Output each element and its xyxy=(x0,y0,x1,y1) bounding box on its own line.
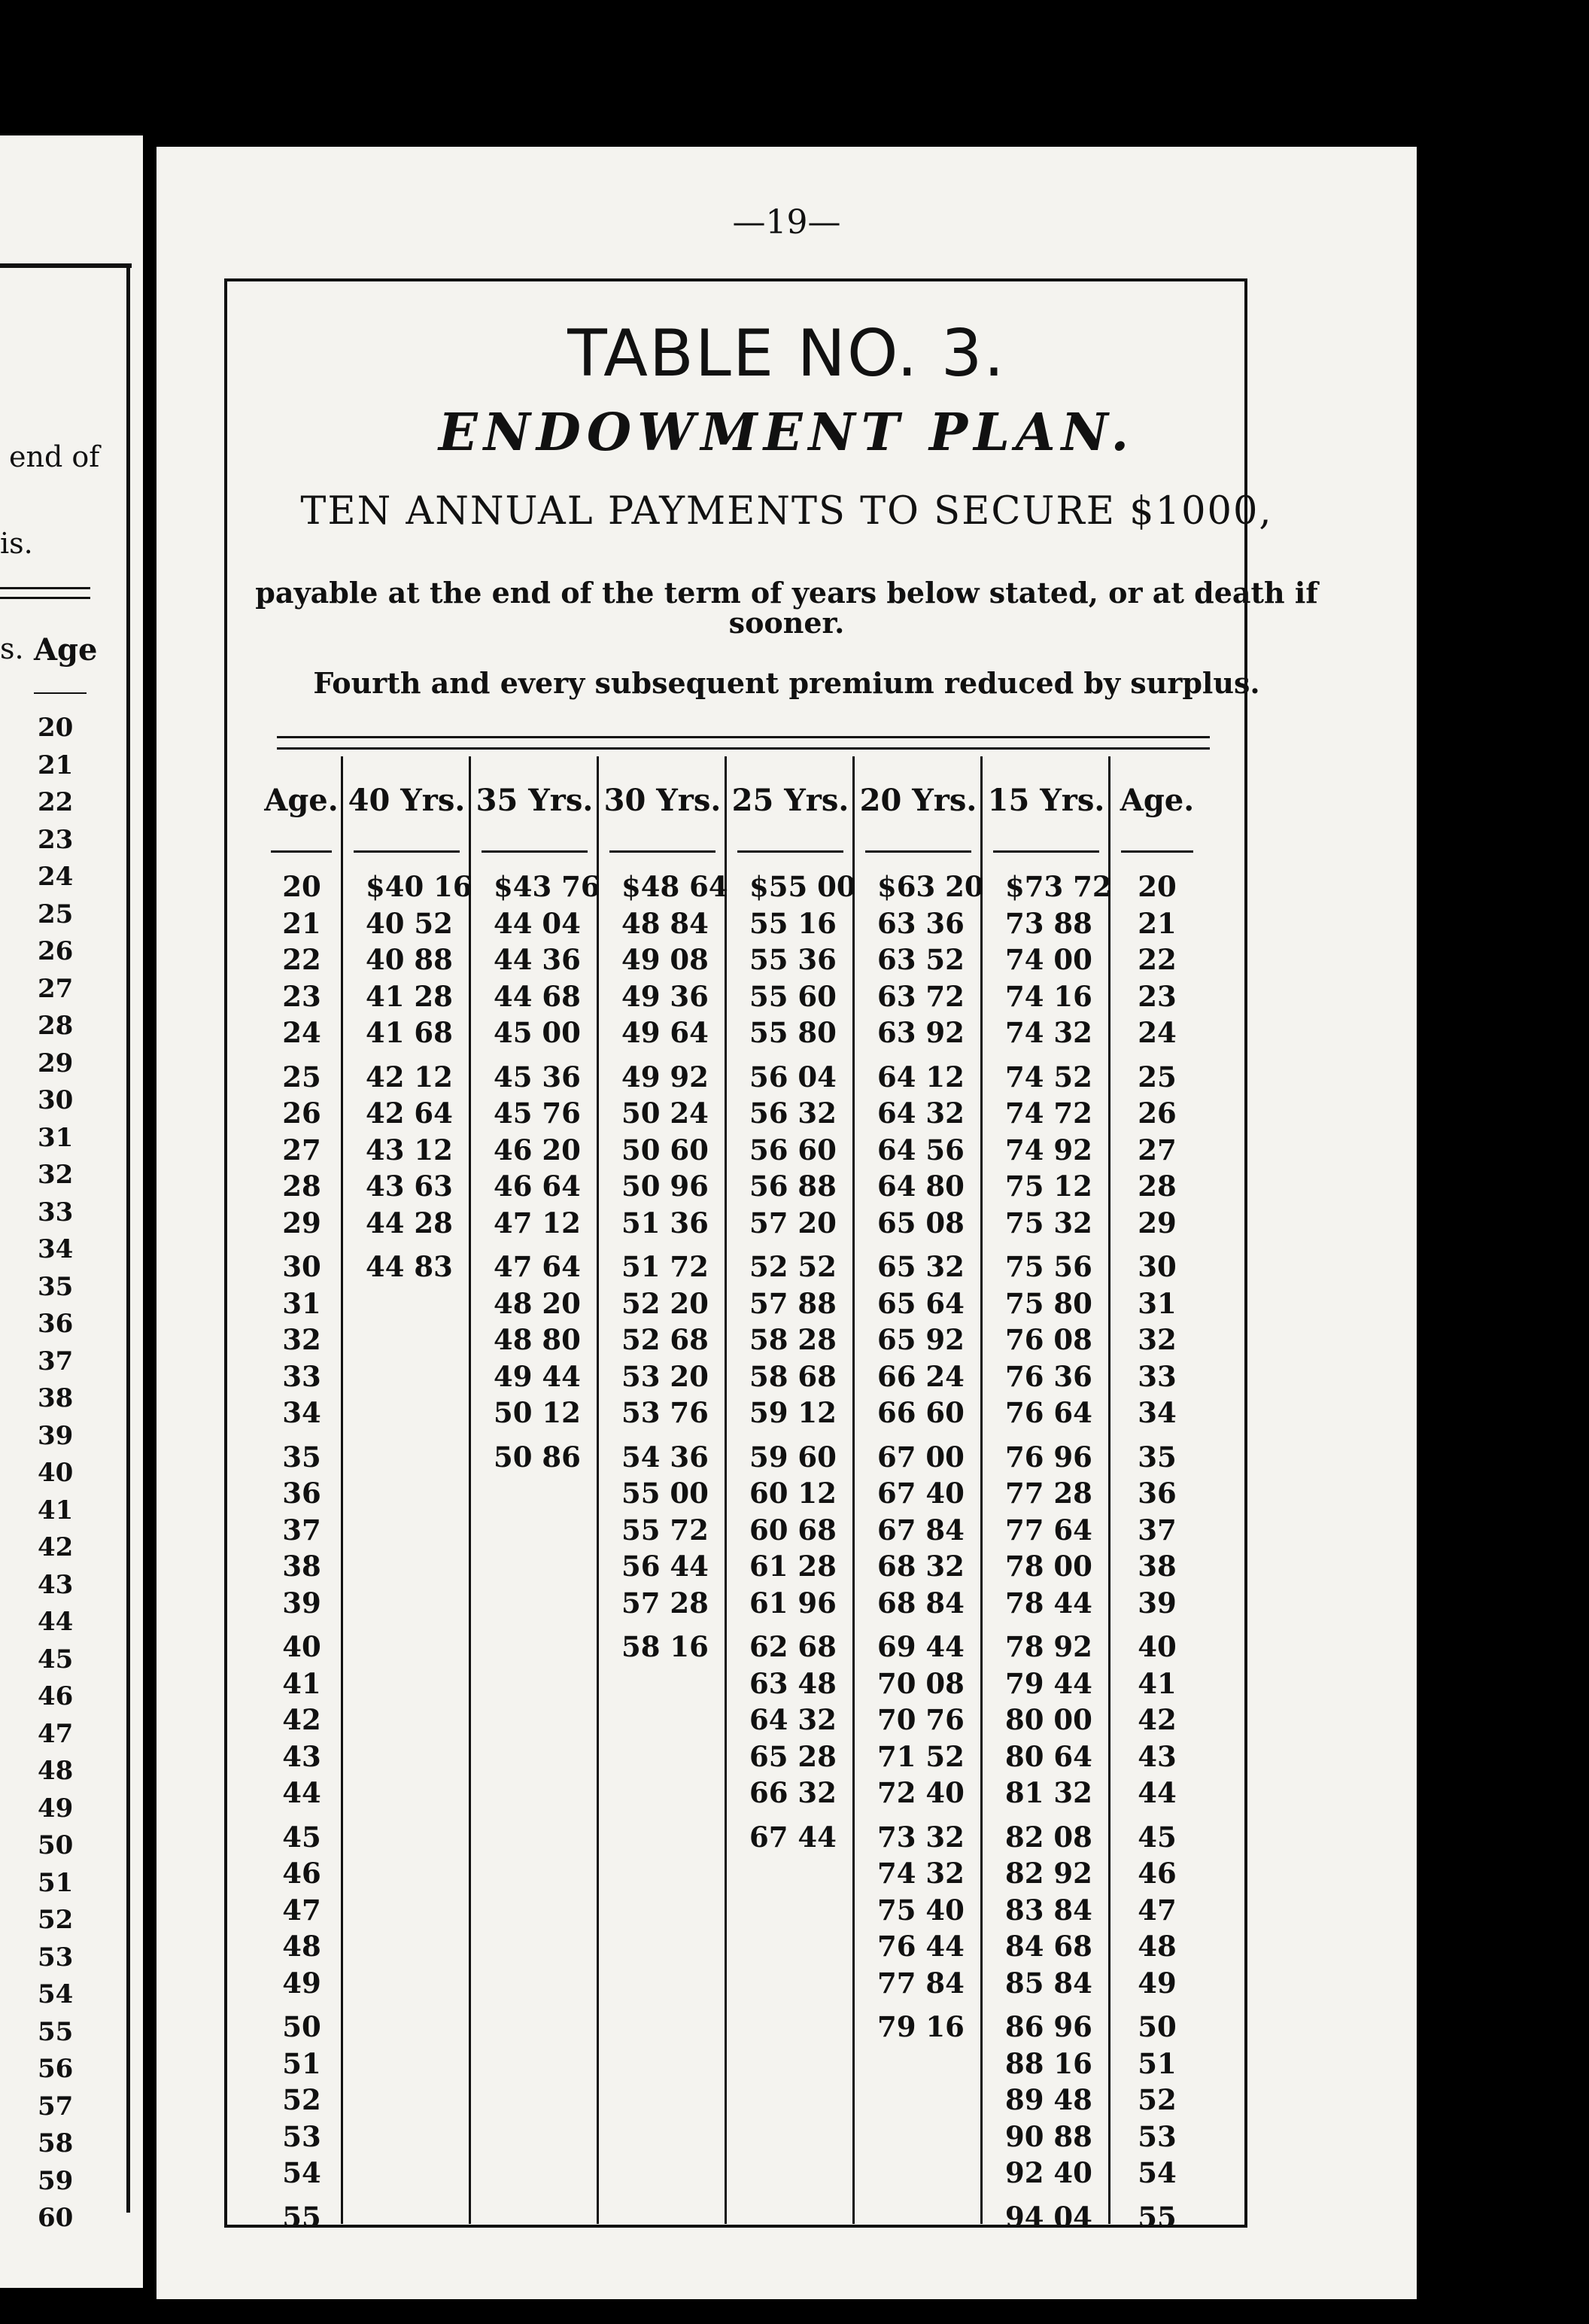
age-cell: 23 xyxy=(282,979,321,1013)
column-divider xyxy=(1108,756,1110,2224)
premium-cell: 88 16 xyxy=(1005,2046,1092,2080)
premium-cell: 74 16 xyxy=(1005,979,1092,1013)
facing-page-age: 25 xyxy=(38,899,74,929)
premium-cell: 42 12 xyxy=(366,1060,453,1094)
premium-cell: 52 52 xyxy=(749,1250,837,1283)
premium-cell: 65 64 xyxy=(877,1286,965,1320)
premium-cell: 48 80 xyxy=(494,1323,581,1356)
age-cell: 50 xyxy=(282,2010,321,2043)
age-cell: 48 xyxy=(282,1930,321,1963)
premium-cell: 60 12 xyxy=(749,1477,837,1510)
facing-page-age: 29 xyxy=(38,1048,74,1078)
table-note: Fourth and every subsequent premium reduced by surplus. xyxy=(313,666,1260,700)
facing-page-age: 50 xyxy=(38,1830,74,1860)
age-cell: 38 xyxy=(1138,1550,1177,1583)
facing-page-age: 21 xyxy=(38,750,74,780)
facing-page-age: 53 xyxy=(38,1942,74,1973)
facing-page-age: 42 xyxy=(38,1532,74,1562)
premium-cell: $73 72 xyxy=(1005,870,1112,903)
premium-cell: 44 28 xyxy=(366,1206,453,1240)
facing-page-age: 43 xyxy=(38,1569,74,1600)
age-cell: 53 xyxy=(282,2119,321,2153)
premium-cell: 86 96 xyxy=(1005,2010,1092,2043)
premium-cell: 63 52 xyxy=(877,943,965,976)
header-rule xyxy=(737,850,843,853)
premium-cell: 54 36 xyxy=(621,1440,709,1474)
age-cell: 26 xyxy=(282,1097,321,1130)
premium-cell: 58 16 xyxy=(621,1630,709,1663)
premium-cell: 64 80 xyxy=(877,1170,965,1203)
age-cell: 20 xyxy=(1138,870,1177,903)
premium-cell: 41 68 xyxy=(366,1016,453,1049)
age-cell: 44 xyxy=(1138,1776,1177,1809)
premium-cell: 46 20 xyxy=(494,1133,581,1167)
premium-cell: 44 04 xyxy=(494,906,581,940)
premium-cell: 66 24 xyxy=(877,1359,965,1393)
premium-cell: $43 76 xyxy=(494,870,600,903)
premium-cell: 63 92 xyxy=(877,1016,965,1049)
age-cell: 40 xyxy=(1138,1630,1177,1663)
header-rule xyxy=(271,850,332,853)
column-divider xyxy=(597,756,599,2224)
premium-cell: 55 00 xyxy=(621,1477,709,1510)
premium-cell: 61 96 xyxy=(749,1586,837,1620)
age-cell: 51 xyxy=(282,2046,321,2080)
facing-page-age: 46 xyxy=(38,1681,74,1711)
age-cell: 27 xyxy=(1138,1133,1177,1167)
premium-cell: 68 32 xyxy=(877,1550,965,1583)
premium-cell: 64 32 xyxy=(749,1703,837,1736)
age-cell: 51 xyxy=(1138,2046,1177,2080)
premium-cell: 82 08 xyxy=(1005,1820,1092,1854)
premium-cell: 71 52 xyxy=(877,1739,965,1773)
age-cell: 41 xyxy=(1138,1666,1177,1700)
column-header: 25 Yrs. xyxy=(731,783,849,818)
age-cell: 21 xyxy=(282,906,321,940)
premium-cell: 57 20 xyxy=(749,1206,837,1240)
age-cell: 24 xyxy=(282,1016,321,1049)
facing-page-age: 58 xyxy=(38,2128,74,2158)
age-cell: 32 xyxy=(282,1323,321,1356)
age-cell: 34 xyxy=(1138,1396,1177,1429)
premium-cell: 76 44 xyxy=(877,1930,965,1963)
facing-page-age: 56 xyxy=(38,2054,74,2084)
age-cell: 47 xyxy=(1138,1893,1177,1927)
premium-cell: 57 28 xyxy=(621,1586,709,1620)
premium-cell: 55 60 xyxy=(749,979,837,1013)
age-cell: 32 xyxy=(1138,1323,1177,1356)
age-cell: 54 xyxy=(282,2156,321,2189)
premium-cell: 78 44 xyxy=(1005,1586,1092,1620)
age-cell: 33 xyxy=(1138,1359,1177,1393)
premium-cell: 50 96 xyxy=(621,1170,709,1203)
facing-page-fragment xyxy=(0,135,143,2288)
premium-cell: 48 84 xyxy=(621,906,709,940)
premium-cell: 79 44 xyxy=(1005,1666,1092,1700)
facing-page-top-rule xyxy=(0,263,132,268)
facing-page-age: 41 xyxy=(38,1495,74,1526)
facing-page-age: 40 xyxy=(38,1458,74,1488)
premium-cell: 94 04 xyxy=(1005,2200,1092,2234)
facing-page-age: 45 xyxy=(38,1644,74,1675)
age-cell: 41 xyxy=(282,1666,321,1700)
premium-cell: 59 60 xyxy=(749,1440,837,1474)
premium-cell: 66 60 xyxy=(877,1396,965,1429)
facing-page-text-fragment: s. xyxy=(0,632,24,665)
premium-cell: 89 48 xyxy=(1005,2083,1092,2116)
facing-page-age: 26 xyxy=(38,936,74,966)
facing-page-age: 55 xyxy=(38,2016,74,2047)
premium-cell: 73 88 xyxy=(1005,906,1092,940)
facing-page-age: 35 xyxy=(38,1271,74,1302)
age-cell: 26 xyxy=(1138,1097,1177,1130)
premium-cell: 79 16 xyxy=(877,2010,965,2043)
age-cell: 27 xyxy=(282,1133,321,1167)
premium-cell: 73 32 xyxy=(877,1820,965,1854)
premium-cell: $55 00 xyxy=(749,870,856,903)
premium-cell: 50 60 xyxy=(621,1133,709,1167)
table-double-rule xyxy=(277,736,1210,750)
premium-cell: 56 44 xyxy=(621,1550,709,1583)
age-cell: 55 xyxy=(282,2200,321,2234)
column-divider xyxy=(469,756,471,2224)
premium-cell: 47 12 xyxy=(494,1206,581,1240)
premium-cell: 75 32 xyxy=(1005,1206,1092,1240)
column-divider xyxy=(341,756,343,2224)
age-cell: 34 xyxy=(282,1396,321,1429)
age-cell: 31 xyxy=(1138,1286,1177,1320)
facing-page-age: 49 xyxy=(38,1793,74,1824)
age-cell: 45 xyxy=(1138,1820,1177,1854)
premium-cell: 58 28 xyxy=(749,1323,837,1356)
premium-cell: 49 92 xyxy=(621,1060,709,1094)
column-header: Age. xyxy=(1120,783,1195,818)
column-header: 35 Yrs. xyxy=(475,783,594,818)
premium-cell: 66 32 xyxy=(749,1776,837,1809)
premium-cell: 74 32 xyxy=(877,1857,965,1890)
premium-cell: 64 56 xyxy=(877,1133,965,1167)
age-cell: 36 xyxy=(282,1477,321,1510)
age-cell: 46 xyxy=(282,1857,321,1890)
premium-cell: 55 36 xyxy=(749,943,837,976)
premium-cell: 65 92 xyxy=(877,1323,965,1356)
age-cell: 46 xyxy=(1138,1857,1177,1890)
age-cell: 35 xyxy=(282,1440,321,1474)
facing-page-text-fragment: end of xyxy=(9,440,100,473)
premium-cell: 42 64 xyxy=(366,1097,453,1130)
age-cell: 49 xyxy=(1138,1966,1177,2000)
column-divider xyxy=(852,756,855,2224)
header-rule xyxy=(354,850,460,853)
column-header: Age. xyxy=(264,783,339,818)
premium-cell: 44 68 xyxy=(494,979,581,1013)
premium-cell: 45 00 xyxy=(494,1016,581,1049)
premium-cell: 44 36 xyxy=(494,943,581,976)
premium-cell: 56 04 xyxy=(749,1060,837,1094)
age-cell: 42 xyxy=(282,1703,321,1736)
age-cell: 38 xyxy=(282,1550,321,1583)
premium-cell: 72 40 xyxy=(877,1776,965,1809)
premium-cell: 56 32 xyxy=(749,1097,837,1130)
premium-cell: 46 64 xyxy=(494,1170,581,1203)
premium-cell: 53 20 xyxy=(621,1359,709,1393)
premium-cell: 74 00 xyxy=(1005,943,1092,976)
premium-cell: 84 68 xyxy=(1005,1930,1092,1963)
premium-cell: 59 12 xyxy=(749,1396,837,1429)
age-cell: 22 xyxy=(1138,943,1177,976)
facing-page-age: 31 xyxy=(38,1122,74,1153)
premium-cell: 50 24 xyxy=(621,1097,709,1130)
main-page xyxy=(156,147,1417,2299)
premium-cell: 67 44 xyxy=(749,1820,837,1854)
header-rule xyxy=(865,850,971,853)
premium-cell: 60 68 xyxy=(749,1513,837,1547)
premium-cell: 67 00 xyxy=(877,1440,965,1474)
premium-cell: 85 84 xyxy=(1005,1966,1092,2000)
premium-cell: 48 20 xyxy=(494,1286,581,1320)
age-cell: 43 xyxy=(282,1739,321,1773)
premium-cell: 64 12 xyxy=(877,1060,965,1094)
premium-cell: 76 08 xyxy=(1005,1323,1092,1356)
column-header: 20 Yrs. xyxy=(859,783,977,818)
premium-cell: 65 08 xyxy=(877,1206,965,1240)
header-rule xyxy=(993,850,1099,853)
premium-cell: 56 88 xyxy=(749,1170,837,1203)
age-cell: 47 xyxy=(282,1893,321,1927)
premium-cell: 74 32 xyxy=(1005,1016,1092,1049)
header-rule xyxy=(482,850,588,853)
premium-cell: 43 63 xyxy=(366,1170,453,1203)
facing-page-age-header: Age xyxy=(34,632,98,668)
facing-page-age: 32 xyxy=(38,1160,74,1190)
facing-page-age-rule xyxy=(34,692,87,694)
plan-title: ENDOWMENT PLAN. xyxy=(438,403,1135,463)
premium-cell: 51 36 xyxy=(621,1206,709,1240)
premium-cell: $63 20 xyxy=(877,870,984,903)
age-cell: 52 xyxy=(282,2083,321,2116)
age-cell: 29 xyxy=(1138,1206,1177,1240)
column-header: 40 Yrs. xyxy=(348,783,466,818)
premium-cell: 49 64 xyxy=(621,1016,709,1049)
premium-cell: 70 76 xyxy=(877,1703,965,1736)
facing-page-age: 30 xyxy=(38,1085,74,1115)
table-description: sooner. xyxy=(728,606,845,640)
age-cell: 33 xyxy=(282,1359,321,1393)
premium-cell: 40 52 xyxy=(366,906,453,940)
premium-cell: 62 68 xyxy=(749,1630,837,1663)
facing-page-age: 20 xyxy=(38,713,74,743)
premium-cell: 63 72 xyxy=(877,979,965,1013)
age-cell: 44 xyxy=(282,1776,321,1809)
facing-page-age: 60 xyxy=(38,2203,74,2233)
facing-page-age: 38 xyxy=(38,1383,74,1413)
premium-cell: 55 16 xyxy=(749,906,837,940)
premium-cell: 77 84 xyxy=(877,1966,965,2000)
premium-cell: 47 64 xyxy=(494,1250,581,1283)
premium-cell: 55 80 xyxy=(749,1016,837,1049)
facing-page-age: 24 xyxy=(38,862,74,892)
age-cell: 39 xyxy=(1138,1586,1177,1620)
facing-page-age: 48 xyxy=(38,1756,74,1786)
age-cell: 28 xyxy=(282,1170,321,1203)
premium-cell: 65 28 xyxy=(749,1739,837,1773)
column-header: 30 Yrs. xyxy=(603,783,722,818)
column-divider xyxy=(980,756,983,2224)
premium-cell: 45 36 xyxy=(494,1060,581,1094)
premium-cell: 63 48 xyxy=(749,1666,837,1700)
premium-cell: 64 32 xyxy=(877,1097,965,1130)
age-cell: 21 xyxy=(1138,906,1177,940)
premium-cell: 74 72 xyxy=(1005,1097,1092,1130)
premium-cell: 77 64 xyxy=(1005,1513,1092,1547)
premium-cell: 92 40 xyxy=(1005,2156,1092,2189)
premium-cell: 55 72 xyxy=(621,1513,709,1547)
premium-cell: 78 92 xyxy=(1005,1630,1092,1663)
facing-page-age: 22 xyxy=(38,787,74,817)
age-cell: 31 xyxy=(282,1286,321,1320)
premium-cell: 74 92 xyxy=(1005,1133,1092,1167)
premium-cell: 76 96 xyxy=(1005,1440,1092,1474)
premium-cell: 49 36 xyxy=(621,979,709,1013)
age-cell: 52 xyxy=(1138,2083,1177,2116)
premium-cell: $40 16 xyxy=(366,870,472,903)
premium-cell: 63 36 xyxy=(877,906,965,940)
age-cell: 42 xyxy=(1138,1703,1177,1736)
age-cell: 49 xyxy=(282,1966,321,2000)
age-cell: 50 xyxy=(1138,2010,1177,2043)
premium-cell: 76 64 xyxy=(1005,1396,1092,1429)
premium-cell: 53 76 xyxy=(621,1396,709,1429)
age-cell: 28 xyxy=(1138,1170,1177,1203)
premium-cell: 52 68 xyxy=(621,1323,709,1356)
premium-cell: 80 00 xyxy=(1005,1703,1092,1736)
premium-cell: 69 44 xyxy=(877,1630,965,1663)
premium-cell: 61 28 xyxy=(749,1550,837,1583)
premium-cell: 75 80 xyxy=(1005,1286,1092,1320)
facing-page-age: 57 xyxy=(38,2091,74,2122)
facing-page-age: 23 xyxy=(38,824,74,855)
age-cell: 30 xyxy=(282,1250,321,1283)
premium-cell: 74 52 xyxy=(1005,1060,1092,1094)
age-cell: 37 xyxy=(1138,1513,1177,1547)
facing-page-age: 27 xyxy=(38,973,74,1004)
premium-cell: 67 84 xyxy=(877,1513,965,1547)
age-cell: 55 xyxy=(1138,2200,1177,2234)
facing-page-age: 52 xyxy=(38,1905,74,1935)
header-rule xyxy=(609,850,716,853)
facing-page-age: 34 xyxy=(38,1234,74,1264)
table-description: payable at the end of the term of years below stated, or at death if xyxy=(255,576,1318,610)
age-cell: 37 xyxy=(282,1513,321,1547)
premium-cell: 45 76 xyxy=(494,1097,581,1130)
premium-cell: 51 72 xyxy=(621,1250,709,1283)
premium-cell: 44 83 xyxy=(366,1250,453,1283)
premium-cell: 76 36 xyxy=(1005,1359,1092,1393)
premium-cell: 58 68 xyxy=(749,1359,837,1393)
age-cell: 23 xyxy=(1138,979,1177,1013)
age-cell: 40 xyxy=(282,1630,321,1663)
header-rule xyxy=(1121,850,1193,853)
age-cell: 25 xyxy=(1138,1060,1177,1094)
age-cell: 20 xyxy=(282,870,321,903)
table-title: TABLE NO. 3. xyxy=(567,316,1006,391)
age-cell: 43 xyxy=(1138,1739,1177,1773)
facing-page-age: 51 xyxy=(38,1867,74,1898)
premium-cell: 82 92 xyxy=(1005,1857,1092,1890)
premium-cell: 80 64 xyxy=(1005,1739,1092,1773)
premium-cell: 41 28 xyxy=(366,979,453,1013)
premium-cell: 78 00 xyxy=(1005,1550,1092,1583)
premium-cell: 75 56 xyxy=(1005,1250,1092,1283)
facing-page-age: 44 xyxy=(38,1607,74,1637)
premium-cell: 81 32 xyxy=(1005,1776,1092,1809)
column-header: 15 Yrs. xyxy=(987,783,1105,818)
age-cell: 36 xyxy=(1138,1477,1177,1510)
facing-page-age: 37 xyxy=(38,1346,74,1376)
premium-cell: 70 08 xyxy=(877,1666,965,1700)
premium-cell: 43 12 xyxy=(366,1133,453,1167)
facing-page-age: 28 xyxy=(38,1011,74,1041)
age-cell: 30 xyxy=(1138,1250,1177,1283)
age-cell: 48 xyxy=(1138,1930,1177,1963)
facing-page-age: 36 xyxy=(38,1309,74,1339)
premium-cell: 56 60 xyxy=(749,1133,837,1167)
age-cell: 35 xyxy=(1138,1440,1177,1474)
premium-cell: 52 20 xyxy=(621,1286,709,1320)
age-cell: 24 xyxy=(1138,1016,1177,1049)
premium-cell: 65 32 xyxy=(877,1250,965,1283)
premium-cell: 57 88 xyxy=(749,1286,837,1320)
premium-cell: 67 40 xyxy=(877,1477,965,1510)
premium-cell: 83 84 xyxy=(1005,1893,1092,1927)
facing-page-frame-line xyxy=(126,263,130,2213)
age-cell: 39 xyxy=(282,1586,321,1620)
age-cell: 29 xyxy=(282,1206,321,1240)
column-divider xyxy=(725,756,727,2224)
facing-page-age: 47 xyxy=(38,1718,74,1749)
age-cell: 45 xyxy=(282,1820,321,1854)
page-number: —19— xyxy=(732,203,841,242)
age-cell: 53 xyxy=(1138,2119,1177,2153)
premium-cell: 49 44 xyxy=(494,1359,581,1393)
facing-page-age: 59 xyxy=(38,2165,74,2196)
premium-cell: 90 88 xyxy=(1005,2119,1092,2153)
premium-cell: 75 40 xyxy=(877,1893,965,1927)
facing-page-text-fragment: is. xyxy=(0,527,33,560)
premium-cell: 40 88 xyxy=(366,943,453,976)
premium-cell: 68 84 xyxy=(877,1586,965,1620)
premium-cell: 50 12 xyxy=(494,1396,581,1429)
age-cell: 22 xyxy=(282,943,321,976)
premium-cell: 77 28 xyxy=(1005,1477,1092,1510)
premium-cell: $48 64 xyxy=(621,870,728,903)
facing-page-age: 54 xyxy=(38,1979,74,2009)
premium-cell: 49 08 xyxy=(621,943,709,976)
premium-cell: 75 12 xyxy=(1005,1170,1092,1203)
facing-page-double-rule xyxy=(0,587,90,599)
premium-cell: 50 86 xyxy=(494,1440,581,1474)
age-cell: 54 xyxy=(1138,2156,1177,2189)
table-subtitle: TEN ANNUAL PAYMENTS TO SECURE $1000, xyxy=(300,489,1273,534)
age-cell: 25 xyxy=(282,1060,321,1094)
facing-page-age: 39 xyxy=(38,1420,74,1451)
facing-page-age: 33 xyxy=(38,1197,74,1227)
